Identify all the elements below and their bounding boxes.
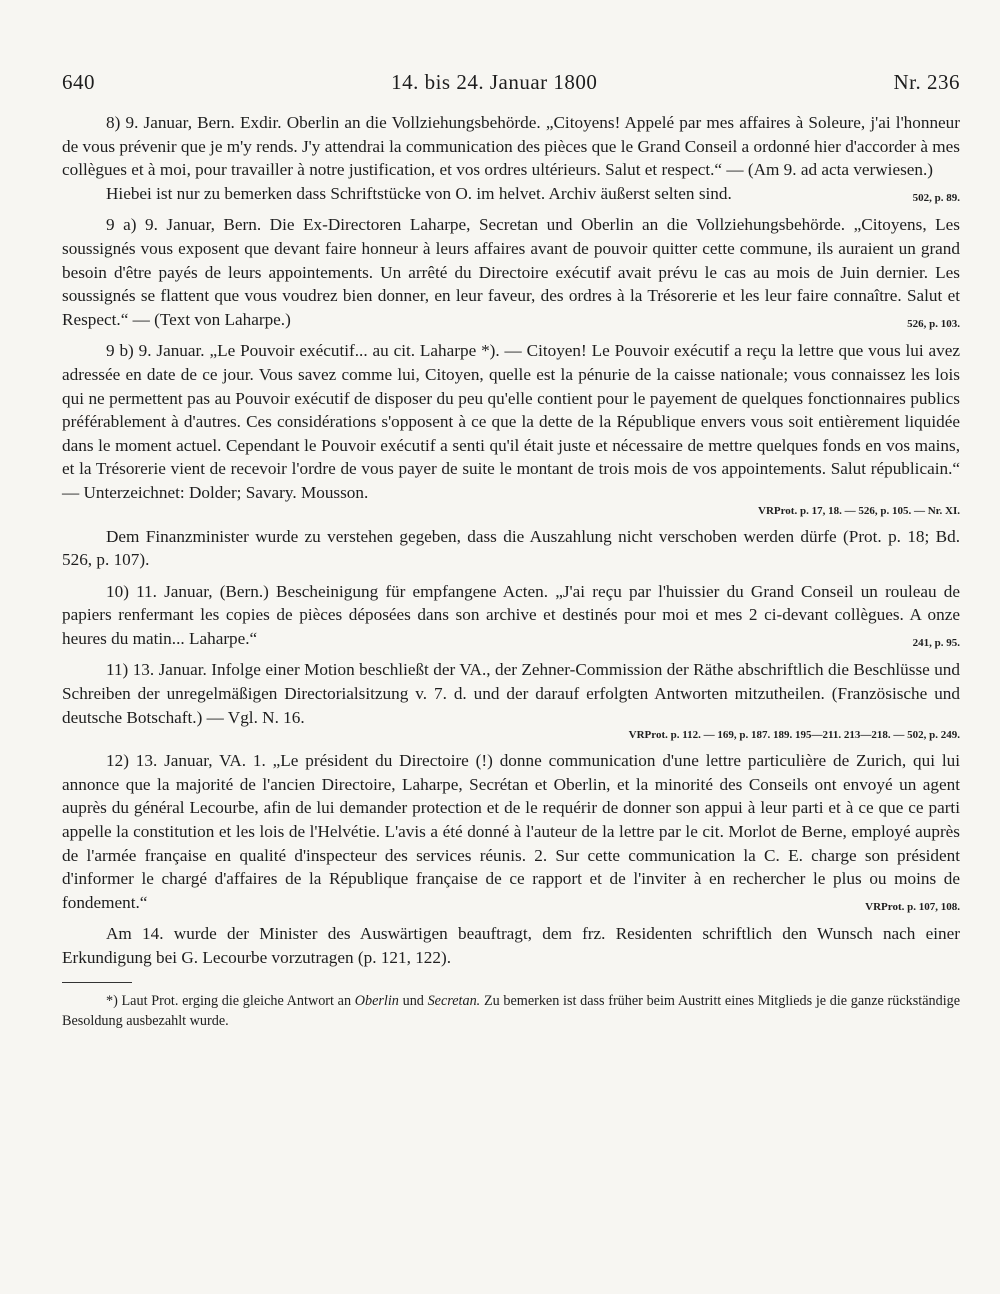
entry-9b-note: Dem Finanzminister wurde zu verstehen gegeben, dass die Auszahlung nicht verschoben werden dürfe (Prot. p. 18; Bd. 526, p. 107). xyxy=(62,526,960,570)
page-number: 640 xyxy=(62,70,95,94)
entry-12 xyxy=(62,749,960,914)
footnote-rest: Zu bemerken ist dass früher beim Austritt eines Mitglieds je die ganze rückständige Besoldung ausbezahlt wurde. xyxy=(62,992,961,1029)
entry-11: 11) 13. Januar. Infolge einer Motion beschließt der VA., der Zehner-Commission der Räthe abschriftlich die Beschlüsse und Schreiben der unregelmäßigen Directorialsitzung v. 7. d. und der darauf erfolgten Antworten mitzutheilen. (Französische und deutsche Botschaft.) — Vgl. N. 16. xyxy=(62,660,960,727)
footnote-divider xyxy=(62,982,132,983)
entry-9b-reference: VRProt. p. 17, 18. — 526, p. 105. — Nr. XI. xyxy=(758,504,960,517)
page-header xyxy=(62,70,960,95)
entry-9a-reference: 526, p. 103. xyxy=(907,317,960,330)
entry-9a-text: 9 a) 9. Januar, Bern. Die Ex-Directoren Laharpe, Secretan und Oberlin an die Vollziehungsbehörde. „Citoyens, Les soussignés vous exposent que devant faire honneur à leurs affaires avant de pouvoir quitter cette commune, ils auraient un grand besoin d'être payés de leurs appointements. Un arrêté du Directoire exécutif avait prévu le cas au mois de Juin dernier. Les soussignés se flattent que vous voudrez bien donner, en leur faveur, des ordres à la Trésorerie et les leur faire connaître. Salut et Respect.“ — (Text von Laharpe.) xyxy=(62,215,960,329)
entry-8-reference: 502, p. 89. xyxy=(912,191,960,204)
footnote-mid: und xyxy=(402,992,424,1009)
entry-10-text: 10) 11. Januar, (Bern.) Bescheinigung für empfangene Acten. „J'ai reçu par l'huissier du Grand Conseil un rouleau de papiers renfermant les copies de pièces déposées dans son archive et destinés pour moi et mes 2 ci-devant collègues. A onze heures du matin... Laharpe.“ xyxy=(62,581,960,648)
footnote xyxy=(62,991,960,1031)
entry-12-reference: VRProt. p. 107, 108. xyxy=(865,900,960,913)
footnote-name-oberlin: Oberlin xyxy=(354,992,399,1009)
footnote-name-secretan: Secretan. xyxy=(427,992,481,1009)
entry-11-reference: VRProt. p. 112. — 169, p. 187. 189. 195—211. 213—218. — 502, p. 249. xyxy=(628,729,960,742)
entry-12-note: Am 14. wurde der Minister des Auswärtigen beauftragt, dem frz. Residenten schriftlich den Wunsch nach einer Erkundigung bei G. Lecourbe vorzutragen (p. 121, 122). xyxy=(62,924,960,967)
document-page xyxy=(62,70,960,1031)
entry-9a xyxy=(62,213,960,331)
entry-8-text: 8) 9. Januar, Bern. Exdir. Oberlin an die Vollziehungsbehörde. „Citoyens! Appelé par mes affaires à Soleure, j'ai l'honneur de vous prévenir que je m'y rends. J'y attendrai la communication des pièces que le Grand Conseil a ordonné hier d'accorder à mes collègues et à moi, pour travailler à notre justification, et vos ordres ultérieurs. Salut et respect.“ — (Am 9. ad acta verwiesen.) xyxy=(62,113,960,180)
entry-8-note: Hiebei ist nur zu bemerken dass Schriftstücke von O. im helvet. Archiv äußerst selten sind. xyxy=(106,183,732,203)
document-number: Nr. 236 xyxy=(893,70,960,94)
entry-12-text: 12) 13. Januar, VA. 1. „Le président du Directoire (!) donne communication d'une lettre particulière de Zurich, qui lui annonce que la majorité de l'ancien Directoire, Laharpe, Secrétan et Oberlin, et la minorité des Conseils ont envoyé un agent auprès du général Lecourbe, afin de lui demander protection et de le requérir de donner son appui à leur parti et à ce que ce parti appelle la constitution et les lois de l'Helvétie. L'avis a été donné à l'auteur de la lettre par le cit. Morlot de Berne, employé auprès de l'armée française en qualité d'inspecteur des services réunis. 2. Sur cette communication la C. E. charge son président d'informer le chargé d'affaires de la République française de ce rapport et de l'inviter à en rechercher le plus ou moins de fondement.“ xyxy=(62,751,960,912)
footnote-lead: *) Laut Prot. erging die gleiche Antwort an xyxy=(106,992,352,1009)
running-title: 14. bis 24. Januar 1800 xyxy=(391,70,598,94)
entry-10 xyxy=(62,580,960,651)
entry-10-reference: 241, p. 95. xyxy=(912,636,960,649)
entry-9b: 9 b) 9. Januar. „Le Pouvoir exécutif... au cit. Laharpe *). — Citoyen! Le Pouvoir exécutif a reçu la lettre que vous lui avez adressée en date de ce jour. Vous savez comme lui, Citoyen, quelle est la pénurie de la caisse nationale; vous connaissez les lois qui ne permettent pas au Pouvoir exécutif de disposer du peu qu'elle contient pour le payement de quelques fonctionnaires publics préférablement à d'autres. Ces considérations s'opposent à ce que la dette de la République envers vous soit entièrement liquidée dans le moment actuel. Cependant le Pouvoir exécutif a senti qu'il était juste et nécessaire de mettre quelques fonds en vos mains, et la Trésorerie vient de recevoir l'ordre de vous payer de suite le montant de trois mois de vos appointements. Salut républicain.“ — Unterzeichnet: Dolder; Savary. Mousson. xyxy=(62,341,960,502)
